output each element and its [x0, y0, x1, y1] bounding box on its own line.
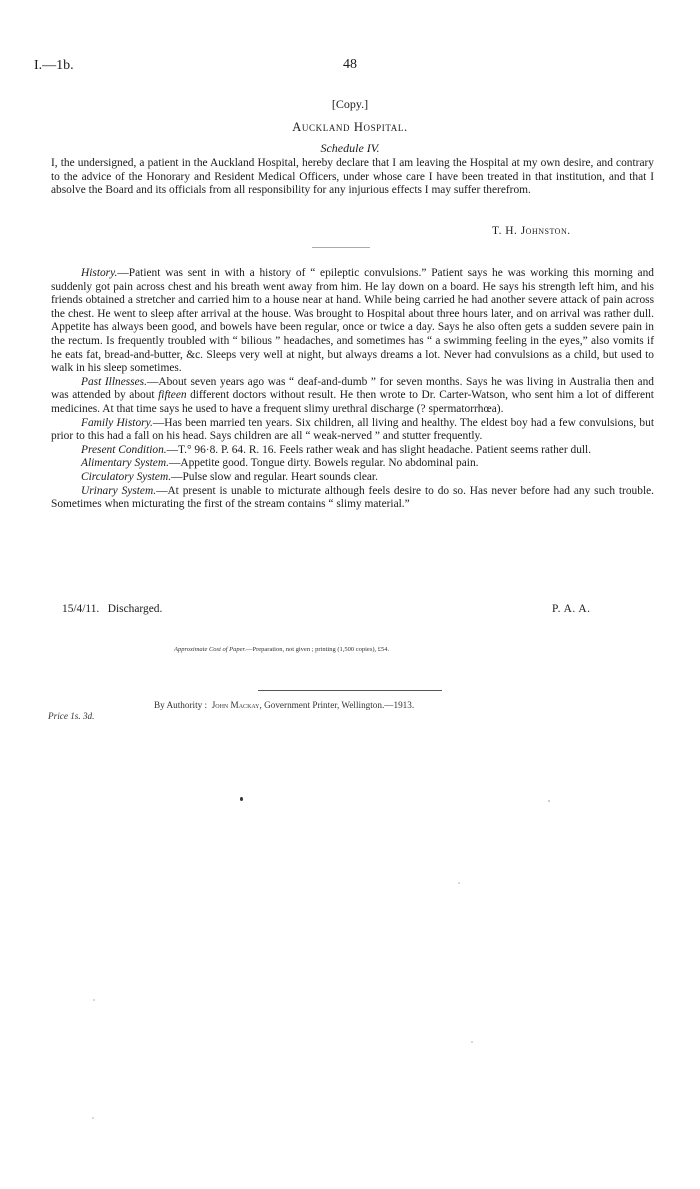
scan-speck	[92, 1117, 94, 1119]
past-illnesses-text-1: —About seven years ago was “ deaf-and-dumb ” for seven months. Says he was living in Australia then and was attended by about	[51, 375, 654, 402]
declaration-block	[51, 157, 654, 198]
page-number: 48	[343, 57, 357, 72]
alimentary-paragraph	[51, 457, 654, 471]
scan-speck	[93, 999, 95, 1001]
cost-line	[174, 646, 389, 653]
past-illnesses-paragraph	[51, 376, 654, 417]
cost-text: —Preparation, not given ; printing (1,500 copies), £54.	[245, 646, 390, 653]
declaration-text: I, the undersigned, a patient in the Auckland Hospital, hereby declare that I am leaving the Hospital at my own desire, and contrary to the advice of the Honorary and Resident Medical Officers, under whose care I have been treated in that institution, and that I absolve the Board and its officials from all responsibility for any injurious effects I may suffer therefrom.	[51, 157, 654, 197]
urinary-label: Urinary System.	[81, 484, 157, 497]
institution-heading: Auckland Hospital.	[292, 120, 408, 134]
separator-rule	[312, 247, 370, 248]
price-label: Price 1s. 3d.	[48, 711, 95, 721]
circulatory-text: —Pulse slow and regular. Heart sounds clear.	[171, 470, 378, 483]
history-text: —Patient was sent in with a history of “ epileptic convulsions.” Patient says he was working this morning and suddenly got pain across chest and his breath went away from him. He lay down on a board. He says his strength left him, and his friends obtained a stretcher and carried him to a house near at hand. While being carried he had another severe attack of pain across the chest. He went to sleep after arrival at the house. Was brought to Hospital about three hours later, and on arrival was rather dull. Appetite has always been good, and bowels have been regular, once or twice a day. Says he also often gets a sudden severe pain in the rectum. Is frequently troubled with “ bilious ” headaches, and sometimes has “ a swimming feeling in the eyes,” also vomits if he eats fat, bread-and-butter, &c. Sleeps very well at night, but always dreams a lot. Never had convulsions as a child, but used to walk in his sleep sometimes.	[51, 267, 654, 375]
family-history-text: —Has been married ten years. Six children, all living and healthy. The eldest boy had a few convulsions, but prior to this had a fall on his head. Says children are all “ weak-nerved ” and stutter frequently.	[51, 416, 654, 443]
alimentary-text: —Appetite good. Tongue dirty. Bowels regular. No abdominal pain.	[168, 457, 479, 470]
patient-signature: T. H. Johnston.	[492, 225, 571, 237]
physician-initials: P. A. A.	[552, 603, 591, 615]
family-history-paragraph	[51, 417, 654, 444]
present-condition-paragraph	[51, 444, 654, 458]
present-condition-text: —T.° 96·8. P. 64. R. 16. Feels rather weak and has slight headache. Patient seems rather dull.	[166, 443, 592, 456]
scan-speck	[471, 1041, 473, 1043]
cost-label: Approximate Cost of Paper.	[174, 646, 246, 653]
circulatory-paragraph	[51, 471, 654, 485]
footer-rule	[258, 690, 442, 691]
schedule-heading: Schedule IV.	[320, 141, 380, 155]
discharge-date: 15/4/11.	[62, 603, 100, 615]
discharge-line	[62, 603, 162, 615]
copy-label: [Copy.]	[331, 97, 369, 111]
series-reference: I.—1b.	[34, 58, 74, 73]
urinary-paragraph	[51, 485, 654, 512]
scan-speck	[458, 882, 460, 884]
history-paragraph	[51, 267, 654, 376]
family-history-label: Family History.	[81, 416, 153, 429]
past-illnesses-text-2: different doctors without result. He then wrote to Dr. Carter-Watson, who sent him a lot of different medicines. At that time says he used to have a frequent slimy urethral discharge (? spermatorrhœa).	[51, 389, 654, 415]
discharge-text: Discharged.	[107, 603, 163, 615]
urinary-text: —At present is unable to micturate although feels desire to do so. Has never before had any such trouble. Sometimes when micturating the first of the stream contains “ slimy material.”	[51, 484, 655, 511]
authority-prefix: By Authority :	[154, 700, 208, 710]
authority-line	[154, 700, 414, 710]
alimentary-label: Alimentary System.	[81, 457, 169, 470]
printer-suffix: Government Printer, Wellington.—1913.	[264, 700, 415, 710]
printer-name: John Mackay,	[211, 700, 262, 710]
case-notes	[51, 267, 654, 512]
past-illnesses-emphasis: fifteen	[158, 389, 187, 402]
scan-speck	[240, 797, 243, 801]
circulatory-label: Circulatory System.	[81, 470, 172, 483]
past-illnesses-label: Past Illnesses.	[81, 375, 147, 388]
present-condition-label: Present Condition.	[81, 443, 167, 456]
history-label: History.	[81, 267, 118, 279]
scan-speck	[548, 800, 550, 802]
